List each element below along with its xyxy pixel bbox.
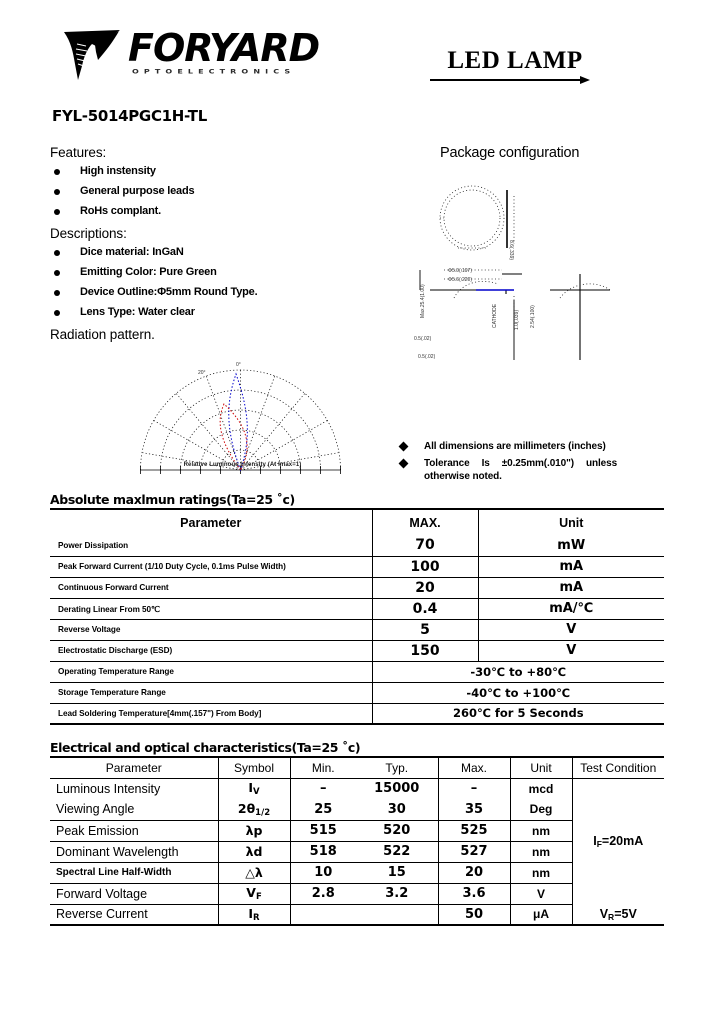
cell-max: 70: [372, 535, 478, 556]
cell-value-span: -30℃ to +80℃: [372, 661, 664, 682]
cell-max: 20: [372, 577, 478, 598]
list-item: [396, 440, 686, 454]
diamond-bullet-icon: [399, 458, 409, 468]
absolute-max-ratings-title: Absolute maxlmun ratings(Ta=25 ˚c): [50, 492, 295, 507]
cell-typ: 15: [356, 862, 438, 883]
bullet-dot-icon: [54, 189, 60, 195]
tolerance-note: [424, 457, 686, 471]
cell-parameter: Lead Soldering Temperature[4mm(.157") From Body]: [58, 708, 262, 718]
column-header-parameter: Parameter: [50, 757, 218, 778]
cell-parameter: Viewing Angle: [50, 799, 218, 820]
angle-tick-label: 20°: [198, 370, 206, 376]
descriptions-list: [50, 247, 390, 318]
package-notes-list: [396, 440, 686, 487]
logo-tagline: OPTOELECTRONICS: [132, 68, 296, 76]
dimension-label: 1.0(.039): [514, 309, 520, 330]
logo-wordmark: FORYARD: [128, 26, 320, 70]
table-row: [50, 778, 664, 799]
cell-value-span: -40℃ to +100℃: [372, 682, 664, 703]
cell-max: 150: [372, 640, 478, 661]
table-row: [50, 640, 664, 661]
cell-max: 3.6: [438, 883, 510, 904]
cell-unit: nm: [510, 841, 572, 862]
cell-max: 0.4: [372, 598, 478, 619]
document-title-block: [430, 48, 600, 84]
diamond-bullet-icon: [399, 442, 409, 452]
list-item: [50, 307, 390, 318]
cell-max: 100: [372, 556, 478, 577]
table-row: [50, 799, 664, 820]
cell-unit: mcd: [510, 778, 572, 799]
cell-symbol: $2\theta_{1/2}$: [218, 799, 290, 820]
cell-symbol: $I_R$: [218, 904, 290, 925]
cell-typ: 15000: [374, 781, 420, 797]
list-item-label: Lens Type: Water clear: [80, 306, 195, 318]
cell-parameter: Forward Voltage: [50, 883, 218, 904]
bullet-dot-icon: [54, 209, 60, 215]
table-row: [50, 883, 664, 904]
tolerance-word-2: Is: [481, 457, 490, 469]
cell-min: –: [290, 778, 356, 799]
bullet-dot-icon: [54, 310, 60, 316]
tolerance-word-1: Tolerance: [424, 457, 470, 469]
cell-symbol: λp: [218, 820, 290, 841]
part-number: FYL-5014PGC1H-TL: [52, 107, 207, 125]
cell-min: 518: [290, 841, 356, 862]
absolute-max-ratings-table: [50, 508, 664, 725]
cell-typ: 520: [356, 820, 438, 841]
cell-min: 515: [290, 820, 356, 841]
cell-unit: V: [510, 883, 572, 904]
cell-parameter: Operating Temperature Range: [50, 661, 372, 682]
dimension-label: Max.25.4(1.00): [420, 284, 426, 318]
cell-test-condition: $V_R=5V$: [572, 904, 664, 925]
descriptions-heading: Descriptions:: [50, 226, 127, 241]
list-item: [50, 287, 390, 298]
cell-unit: nm: [510, 862, 572, 883]
cell-symbol: λd: [218, 841, 290, 862]
list-item: [50, 247, 390, 258]
dimension-label: CATHODE: [492, 303, 498, 328]
specs-text-column: [50, 145, 390, 342]
cell-parameter: Spectral Line Half-Width: [50, 862, 218, 883]
table-row: [50, 904, 664, 925]
cell-symbol: $V_F$: [218, 883, 290, 904]
cell-max: 20: [438, 862, 510, 883]
bullet-dot-icon: [54, 169, 60, 175]
dimension-label: Φ5.6(.220): [448, 277, 473, 283]
cell-parameter: Reverse Voltage: [50, 619, 372, 640]
table-row: [50, 820, 664, 841]
table-row: [50, 841, 664, 862]
list-item: [50, 206, 390, 217]
cell-min: 25: [290, 799, 356, 820]
page-title: LED LAMP: [447, 47, 583, 74]
cell-min: 10: [290, 862, 356, 883]
column-header-parameter: Parameter: [180, 515, 242, 530]
list-item: [396, 457, 686, 484]
cell-max: 525: [438, 820, 510, 841]
table-header-row: [50, 509, 664, 535]
arrow-bar: [430, 79, 582, 81]
list-item-label: Device Outline:Φ5mm Round Type.: [80, 286, 258, 298]
cell-value-span: 260℃ for 5 Seconds: [372, 703, 664, 724]
column-header-min: Min.: [290, 757, 356, 778]
page-header: [0, 0, 720, 100]
dimension-label: 0.5(.02): [414, 336, 432, 342]
list-item: [50, 186, 390, 197]
table-row: [50, 862, 664, 883]
cell-parameter: Dominant Wavelength: [50, 841, 218, 862]
title-arrow-rule: [430, 76, 590, 84]
cell-min: 2.8: [290, 883, 356, 904]
features-heading: Features:: [50, 145, 107, 160]
cell-typ: 522: [356, 841, 438, 862]
cell-parameter: Reverse Current: [56, 907, 148, 922]
tolerance-note-line2: otherwise noted.: [424, 471, 502, 482]
list-item-label: RoHs complant.: [80, 205, 161, 217]
dimension-label: 0.5(.02): [418, 354, 436, 360]
column-header-unit: Unit: [510, 757, 572, 778]
led-top-view-circle: [440, 186, 504, 250]
cell-parameter: Peak Forward Current (1/10 Duty Cycle, 0.1ms Pulse Width): [50, 556, 372, 577]
cell-parameter: Peak Emission: [50, 820, 218, 841]
column-header-test-condition: Test Condition: [572, 757, 664, 778]
bullet-dot-icon: [54, 250, 60, 256]
cell-parameter: Derating Linear From 50℃: [50, 598, 372, 619]
table-row: [50, 619, 664, 640]
package-configuration-heading: Package configuration: [440, 145, 580, 161]
cell-symbol: $I_V$: [218, 778, 290, 799]
table-row: [50, 682, 664, 703]
table-header-row: [50, 757, 664, 778]
table-row: [50, 661, 664, 682]
table-row: [50, 535, 664, 556]
cell-max: 527: [438, 841, 510, 862]
list-item: [50, 166, 390, 177]
angle-tick-label: 0°: [236, 362, 241, 368]
table-row: [50, 577, 664, 598]
absolute-max-ratings-section: [50, 492, 664, 725]
cell-unit: mA/℃: [478, 598, 664, 619]
cell-parameter: Continuous Forward Current: [50, 577, 372, 598]
column-header-max: Max.: [438, 757, 510, 778]
logo-text: [128, 22, 319, 77]
list-item-label: High instensity: [80, 165, 156, 177]
bullet-dot-icon: [54, 290, 60, 296]
cell-typ: [356, 904, 438, 925]
cell-unit: mW: [478, 535, 664, 556]
electrical-optical-title: Electrical and optical characteristics(Ta=25 ˚c): [50, 740, 361, 755]
features-list: [50, 166, 390, 217]
electrical-optical-table: [50, 756, 664, 926]
bullet-dot-icon: [54, 270, 60, 276]
cell-symbol: △λ: [218, 862, 290, 883]
list-item-label: All dimensions are millimeters (inches): [424, 441, 606, 452]
list-item-label: General purpose leads: [80, 185, 195, 197]
tolerance-value: ±0.25mm(.010"): [501, 457, 574, 469]
column-header-max: MAX.: [372, 509, 478, 535]
column-header-unit: Unit: [478, 509, 664, 535]
column-header-symbol: Symbol: [218, 757, 290, 778]
list-item-label: Emitting Color: Pure Green: [80, 266, 217, 278]
arrow-head: [580, 76, 590, 84]
cell-typ: 30: [356, 799, 438, 820]
cell-max: –: [438, 778, 510, 799]
cell-parameter: Electrostatic Discharge (ESD): [50, 640, 372, 661]
cell-unit: V: [478, 619, 664, 640]
list-item-label: Dice material: InGaN: [80, 246, 184, 258]
cell-unit: Deg: [510, 799, 572, 820]
table-row: [50, 703, 664, 724]
cell-max: 5: [372, 619, 478, 640]
cell-max: 50: [438, 904, 510, 925]
cell-typ: 3.2: [356, 883, 438, 904]
cell-unit: μA: [510, 904, 572, 925]
cell-unit: mA: [478, 577, 664, 598]
cell-unit: V: [478, 640, 664, 661]
cell-min: [290, 904, 356, 925]
electrical-optical-section: [50, 740, 664, 926]
table-row: [50, 556, 664, 577]
cell-parameter: Storage Temperature Range: [50, 682, 372, 703]
radiation-curve-primary: [229, 374, 248, 470]
foryard-bird-icon: [62, 22, 124, 84]
cell-unit: nm: [510, 820, 572, 841]
package-outline-drawing: [410, 178, 690, 428]
cell-parameter: Luminous Intensity: [56, 781, 161, 796]
dimension-label: 2.54(.100): [530, 305, 536, 328]
dimension-label: Φ5.0(.197): [448, 268, 473, 274]
cell-test-condition: $I_F=20mA$: [572, 778, 664, 904]
list-item: [50, 267, 390, 278]
cell-unit: mA: [478, 556, 664, 577]
cell-max: 35: [438, 799, 510, 820]
radiation-pattern-caption: Relative Luminous Intensity (At Imax=1): [183, 462, 302, 468]
dimension-label: 8.6(.339): [508, 240, 514, 261]
table-row: [50, 598, 664, 619]
radiation-pattern-chart: [128, 352, 353, 480]
column-header-typ: Typ.: [356, 757, 438, 778]
cell-parameter: Power Dissipation: [50, 535, 372, 556]
company-logo: [62, 22, 319, 84]
radiation-pattern-heading: Radiation pattern.: [50, 327, 155, 342]
tolerance-word-3: unless: [585, 457, 618, 469]
